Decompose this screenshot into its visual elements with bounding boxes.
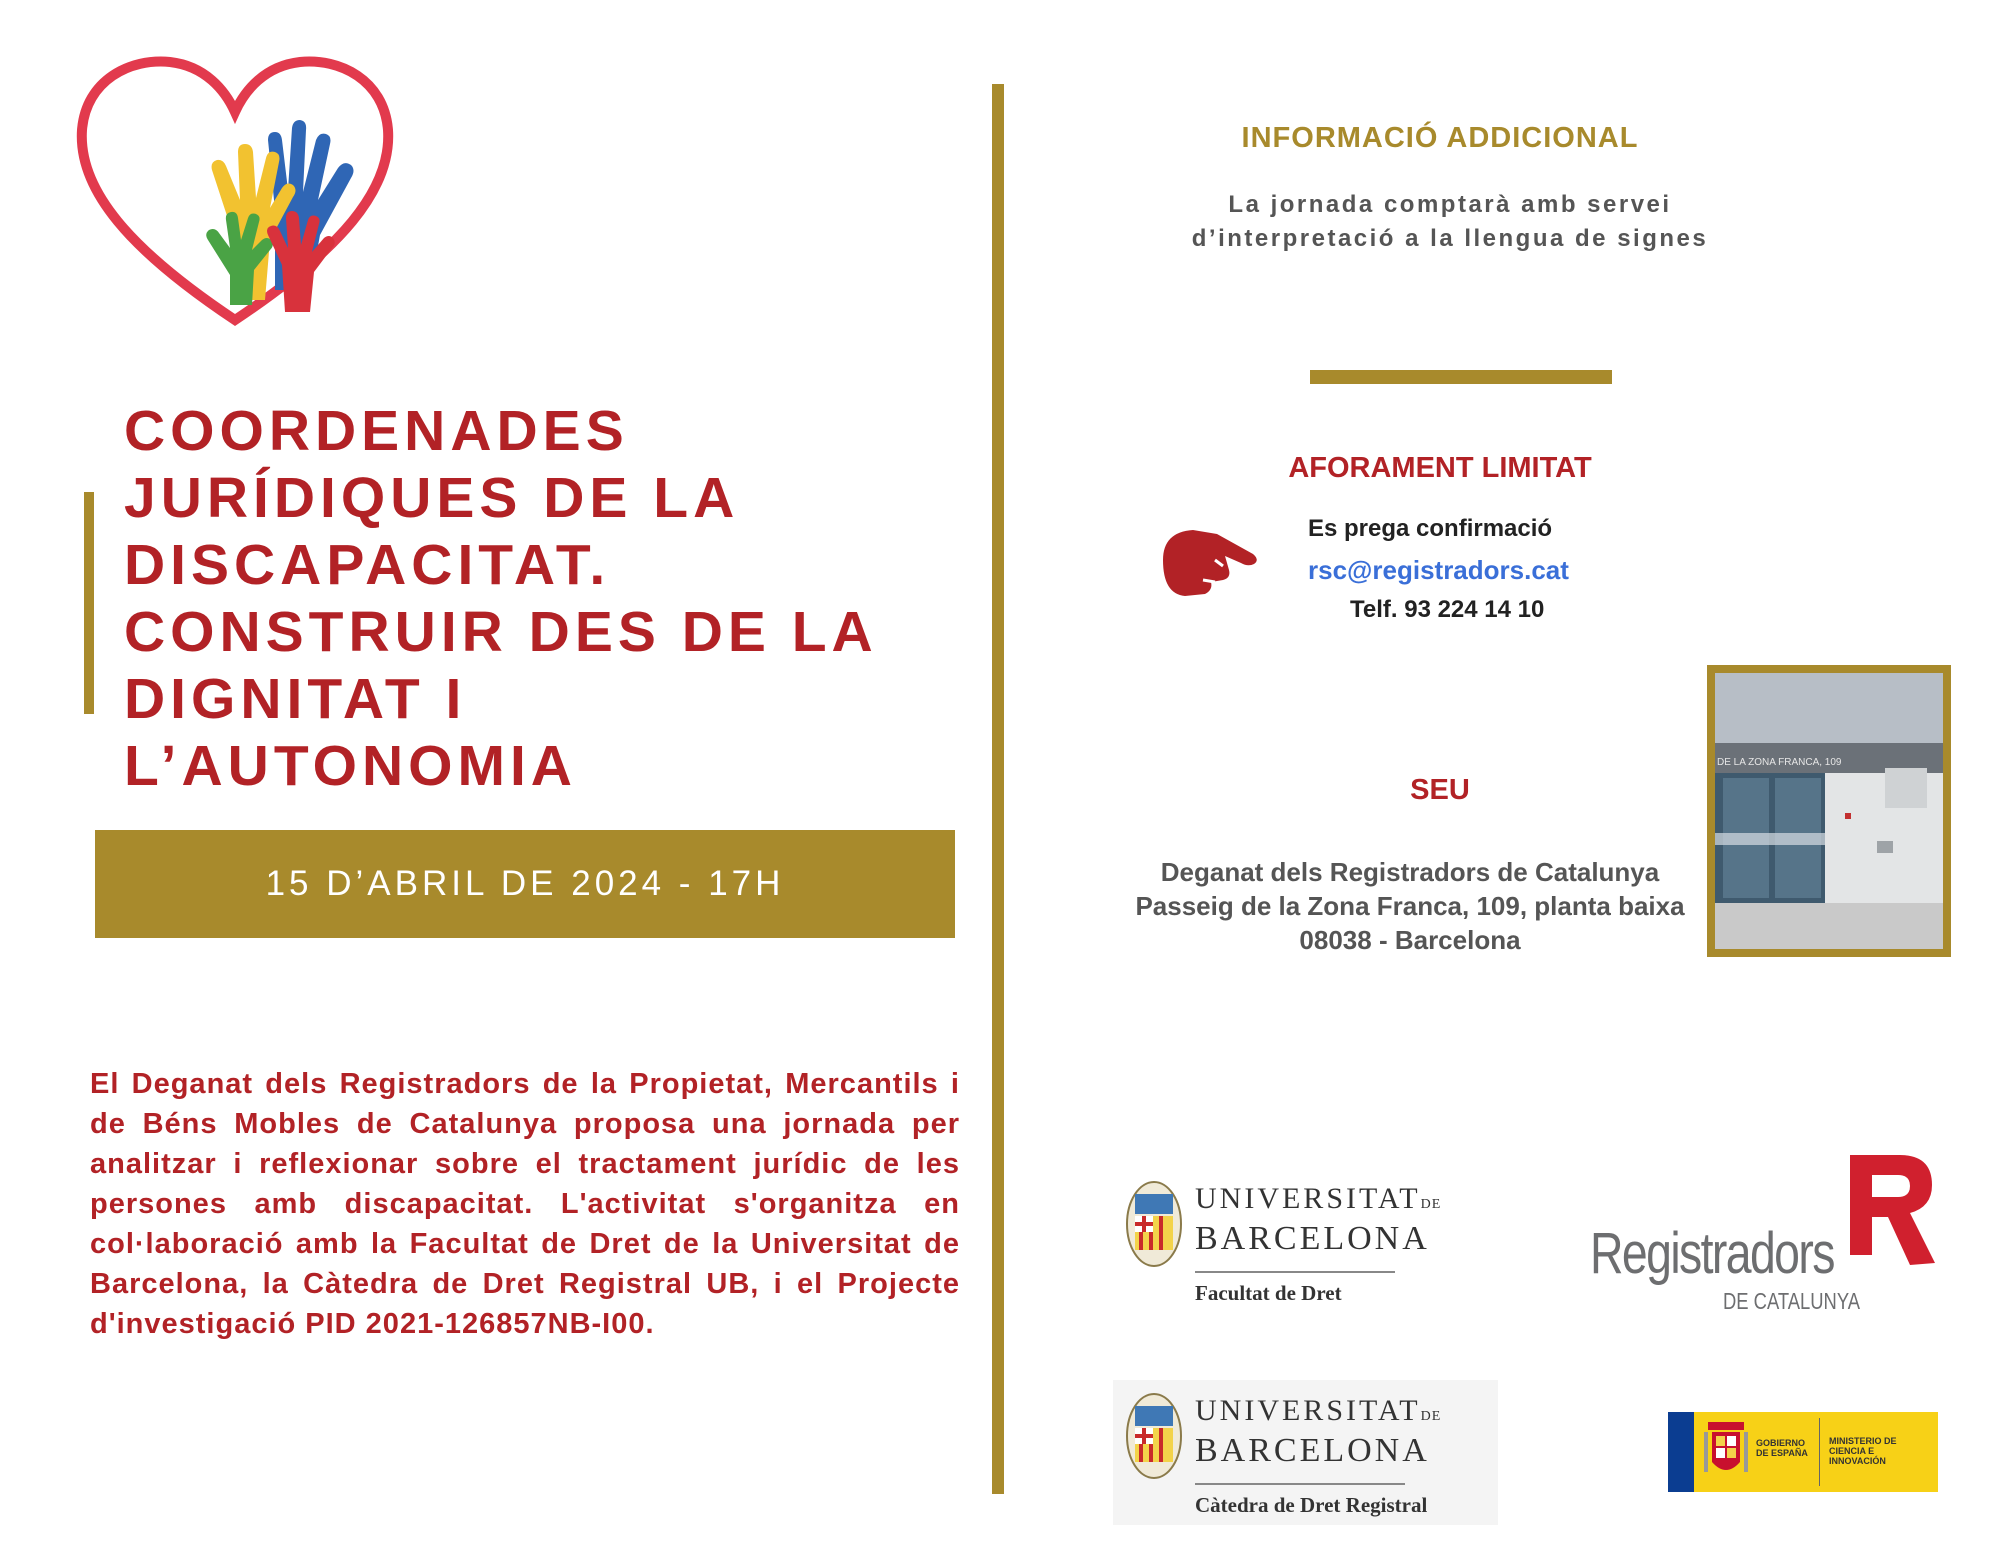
eu-flag-strip (1668, 1412, 1694, 1492)
registradors-logo (1590, 1140, 1950, 1330)
capacity-heading: AFORAMENT LIMITAT (1288, 452, 1592, 484)
ub-name-de: DE (1420, 1197, 1442, 1212)
ub-facultat-logo (1125, 1180, 1445, 1320)
venue-address (1110, 855, 1710, 957)
heart-hands-icon (70, 50, 400, 335)
ub-rule (1195, 1483, 1405, 1485)
building-photo-illustration (1715, 673, 1943, 949)
venue-line-2: Passeig de la Zona Franca, 109, planta baixa (1135, 891, 1685, 921)
title-accent-bar (84, 492, 94, 714)
building-sign: DE LA ZONA FRANCA, 109 (1717, 757, 1842, 768)
vertical-divider (992, 84, 1004, 1494)
additional-info-heading: INFORMACIÓ ADDICIONAL (1241, 122, 1639, 154)
ub-catedra-logo (1113, 1380, 1498, 1525)
gov-label: GOBIERNO DE ESPAÑA (1756, 1438, 1808, 1458)
ub-seal-icon (1125, 1392, 1183, 1480)
section-divider (1310, 370, 1612, 384)
venue-line-1: Deganat dels Registradors de Catalunya (1160, 857, 1660, 887)
ub-faculty-label: Facultat de Dret (1195, 1281, 1342, 1305)
ub-catedra-label: Càtedra de Dret Registral (1195, 1493, 1428, 1517)
ub-rule (1195, 1271, 1395, 1273)
spain-shield-icon (1704, 1418, 1748, 1484)
date-banner: 15 D’ABRIL DE 2024 - 17H (95, 830, 955, 938)
gov-separator (1819, 1418, 1820, 1486)
venue-heading: SEU (1410, 774, 1470, 806)
event-title: COORDENADES JURÍDIQUES DE LA DISCAPACITAT. CONSTRUIR DES DE LA DIGNITAT I L’AUTONOMIA (124, 399, 876, 798)
pointing-hand-icon (1155, 520, 1260, 600)
registradors-sub: DE CATALUNYA (1723, 1288, 1861, 1314)
email-link[interactable]: rsc@registradors.cat (1308, 555, 1569, 585)
spain-ministry-logo (1668, 1412, 1938, 1492)
phone-text: Telf. 93 224 14 10 (1350, 596, 1545, 623)
ub-name-top: UNIVERSITAT (1195, 1182, 1421, 1215)
ub-name-bottom: BARCELONA (1195, 1432, 1430, 1469)
ub-name-top: UNIVERSITAT (1195, 1394, 1421, 1427)
ub-name-bottom: BARCELONA (1195, 1220, 1430, 1257)
event-description: El Deganat dels Registradors de la Propietat, Mercantils i de Béns Mobles de Catalunya proposa una jornada per analitzar i reflexionar sobre el tractament jurídic de les persones amb discapacitat. L'activitat s'organitza en col·laboració amb la Facultat de Dret de la Universitat de Barcelona, la Càtedra de Dret Registral UB, i el Projecte d'investigació PID 2021-126857NB-I00. (90, 1068, 960, 1340)
ministry-label: MINISTERIO DE CIENCIA E INNOVACIÓN (1829, 1436, 1897, 1466)
additional-info-text: La jornada comptarà amb servei d’interpretació a la llengua de signes (1191, 191, 1709, 252)
registradors-word: Registradors (1590, 1221, 1834, 1286)
registradors-r-icon (1840, 1145, 1940, 1275)
venue-line-3: 08038 - Barcelona (1299, 925, 1521, 955)
ministry-panel (1694, 1412, 1938, 1492)
ub-seal-icon (1125, 1180, 1183, 1268)
confirm-text: Es prega confirmació (1308, 515, 1553, 542)
building-photo (1707, 665, 1951, 957)
ub-name-de: DE (1420, 1409, 1442, 1424)
